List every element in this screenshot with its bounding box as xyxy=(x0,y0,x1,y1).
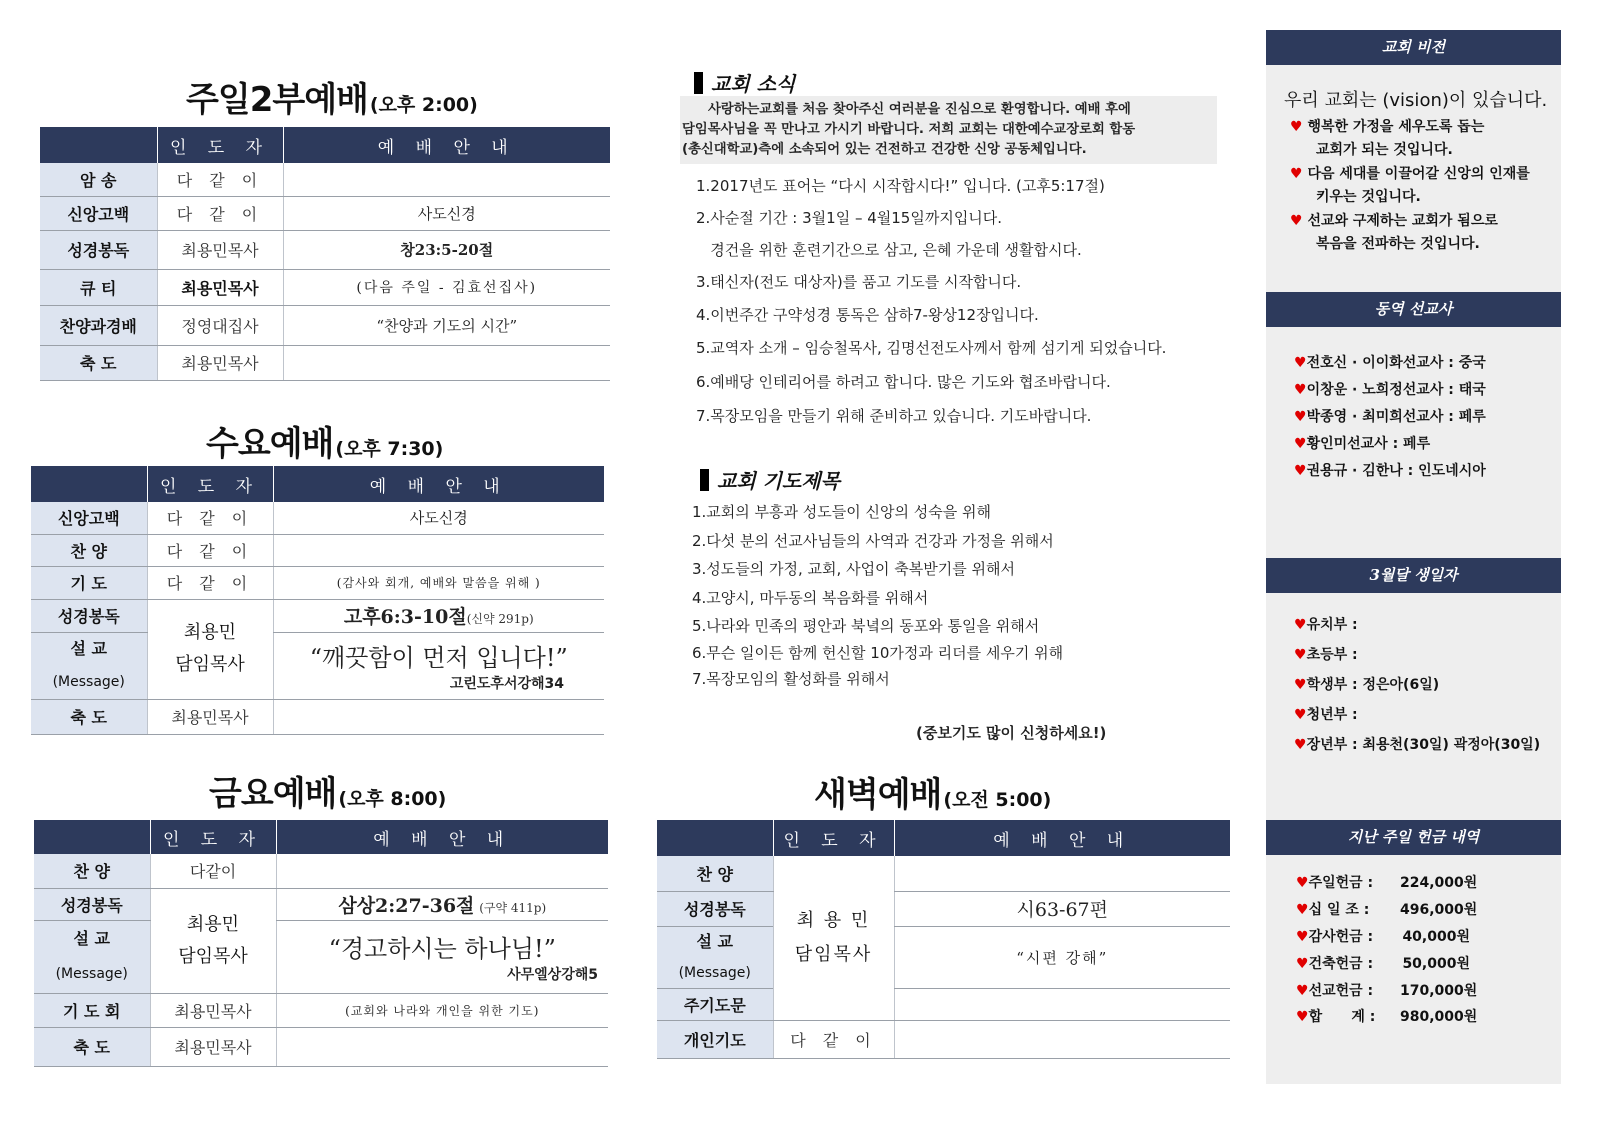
prayer-item: 2.다섯 분의 선교사님들의 사역과 건강과 가정을 위해서 xyxy=(692,532,1054,550)
heart-icon: ♥ xyxy=(1294,409,1307,425)
row-label: 신앙고백 xyxy=(31,502,147,534)
sunday-title: 주일2부예배 (오후 2:00) xyxy=(186,80,478,120)
row-label: 성경봉독 xyxy=(40,230,157,269)
birthday-item: ♥유치부 : xyxy=(1294,617,1358,633)
row-label: 설 교 (Message) xyxy=(31,632,147,699)
row-guide: 창23:5-20절 xyxy=(283,230,610,269)
news-item: 7.목장모임을 만들기 위해 준비하고 있습니다. 기도바랍니다. xyxy=(696,407,1092,425)
row-guide xyxy=(894,856,1230,891)
birthday-item: ♥청년부 : xyxy=(1294,707,1358,723)
row-label: 설 교 (Message) xyxy=(34,920,150,993)
row-label: 설 교 (Message) xyxy=(657,926,773,988)
vision-item: ♥ 행복한 가정을 세우도록 돕는 xyxy=(1290,119,1485,135)
heart-icon: ♥ xyxy=(1296,929,1309,945)
table-row xyxy=(31,632,604,699)
row-guide: (다음 주일 - 김효선집사) xyxy=(283,269,610,305)
heart-icon: ♥ xyxy=(1296,956,1309,972)
row-guide: 사도신경 xyxy=(273,502,604,534)
offering-item: ♥십 일 조 : xyxy=(1296,902,1370,918)
heart-icon: ♥ xyxy=(1294,677,1307,693)
row-label: 신앙고백 xyxy=(40,196,157,230)
table-row xyxy=(34,993,608,1027)
header-blank xyxy=(40,127,157,163)
offering-amount: 170,000원 xyxy=(1400,983,1478,999)
row-leader: 최용민목사 xyxy=(157,345,283,380)
offering-amount: 40,000원 xyxy=(1402,929,1470,945)
row-label: 성경봉독 xyxy=(34,888,150,920)
dawn-table xyxy=(657,820,1230,1059)
news-item: 1.2017년도 표어는 “다시 시작합시다!” 입니다. (고후5:17절) xyxy=(696,177,1105,195)
birthday-item: ♥초등부 : xyxy=(1294,647,1358,663)
birthday-item: ♥학생부 : 정은아(6일) xyxy=(1294,677,1440,693)
table-row xyxy=(34,1027,608,1066)
vision-item-cont: 복음을 전파하는 것입니다. xyxy=(1316,236,1480,252)
prayer-item: 3.성도들의 가정, 교회, 사업이 축복받기를 위해서 xyxy=(692,560,1015,578)
row-label: 기 도 회 xyxy=(34,993,150,1027)
table-row xyxy=(657,856,1230,891)
prayer-item: 1.교회의 부흥과 성도들이 신앙의 성숙을 위해 xyxy=(692,503,991,521)
prayer-note: (중보기도 많이 신청하세요!) xyxy=(916,724,1107,742)
merged-leader: 최용민 담임목사 xyxy=(150,888,276,993)
offering-amount: 980,000원 xyxy=(1400,1009,1478,1025)
row-guide: “깨끗함이 먼저 입니다!” 고린도후서강해34 xyxy=(273,632,604,699)
row-guide xyxy=(276,1027,608,1066)
table-row xyxy=(657,891,1230,926)
heart-icon: ♥ xyxy=(1296,1009,1309,1025)
table-row xyxy=(657,1020,1230,1058)
row-leader: 최용민목사 xyxy=(157,269,283,305)
heart-icon: ♥ xyxy=(1294,382,1307,398)
wednesday-title: 수요예배 (오후 7:30) xyxy=(206,424,444,464)
row-label: 축 도 xyxy=(40,345,157,380)
row-guide: (감사와 회개, 예배와 말씀을 위해 ) xyxy=(273,566,604,599)
heart-icon: ♥ xyxy=(1294,737,1307,753)
row-guide xyxy=(283,163,610,196)
prayer-item: 7.목장모임의 활성화를 위해서 xyxy=(692,670,890,688)
row-guide xyxy=(273,699,604,734)
row-guide xyxy=(273,534,604,566)
prayer-item: 6.무슨 일이든 함께 헌신할 10가정과 리더를 세우기 위해 xyxy=(692,644,1064,662)
heart-icon: ♥ xyxy=(1290,166,1303,182)
table-row xyxy=(31,599,604,632)
header-blank xyxy=(34,820,150,854)
heart-icon: ♥ xyxy=(1290,119,1303,135)
header-guide: 예 배 안 내 xyxy=(894,820,1230,856)
row-label: 성경봉독 xyxy=(657,891,773,926)
table-row xyxy=(40,163,610,196)
offering-item: ♥선교헌금 : xyxy=(1296,983,1374,999)
row-label: 찬 양 xyxy=(34,854,150,888)
heart-icon: ♥ xyxy=(1294,463,1307,479)
row-guide xyxy=(894,988,1230,1020)
news-heading: 교회 소식 xyxy=(694,68,795,97)
missionaries-heading: 동역 선교사 xyxy=(1266,292,1561,327)
row-guide: “시편 강해” xyxy=(894,926,1230,988)
vision-item-cont: 교회가 되는 것입니다. xyxy=(1316,142,1453,158)
table-row xyxy=(657,926,1230,988)
header-guide: 예 배 안 내 xyxy=(283,127,610,163)
news-item: 5.교역자 소개 – 임승철목사, 김명선전도사께서 함께 섬기게 되었습니다. xyxy=(696,339,1167,357)
heart-icon: ♥ xyxy=(1294,647,1307,663)
row-leader: 다 같 이 xyxy=(773,1020,894,1058)
news-item: 6.예배당 인테리어를 하려고 합니다. 많은 기도와 협조바랍니다. xyxy=(696,373,1111,391)
table-row xyxy=(40,269,610,305)
header-guide: 예 배 안 내 xyxy=(273,466,604,502)
missionary-item: ♥박종영 · 최미희선교사 : 페루 xyxy=(1294,409,1486,425)
friday-title: 금요예배 (오후 8:00) xyxy=(209,774,447,814)
table-row xyxy=(40,230,610,269)
table-row xyxy=(40,196,610,230)
row-leader: 최용민목사 xyxy=(157,230,283,269)
table-row xyxy=(40,345,610,380)
heart-icon: ♥ xyxy=(1296,902,1309,918)
row-label: 주기도문 xyxy=(657,988,773,1020)
prayer-item: 4.고양시, 마두동의 복음화를 위해서 xyxy=(692,589,929,607)
row-label: 성경봉독 xyxy=(31,599,147,632)
vision-item-cont: 키우는 것입니다. xyxy=(1316,189,1421,205)
offering-item: ♥감사헌금 : xyxy=(1296,929,1374,945)
vision-intro: 우리 교회는 (vision)이 있습니다. xyxy=(1284,90,1548,111)
heart-icon: ♥ xyxy=(1294,436,1307,452)
row-label: 축 도 xyxy=(31,699,147,734)
row-leader: 최용민목사 xyxy=(150,993,276,1027)
header-leader: 인 도 자 xyxy=(147,466,273,502)
header-blank xyxy=(31,466,147,502)
table-row xyxy=(31,566,604,599)
row-label: 찬 양 xyxy=(31,534,147,566)
row-guide: “찬양과 기도의 시간” xyxy=(283,305,610,345)
news-item: 2.사순절 기간 : 3월1일 – 4월15일까지입니다. xyxy=(696,209,1003,227)
missionary-item: ♥전호신 · 이이화선교사 : 중국 xyxy=(1294,355,1486,371)
header-blank xyxy=(657,820,773,856)
row-label: 개인기도 xyxy=(657,1020,773,1058)
vision-item: ♥ 선교와 구제하는 교회가 됨으로 xyxy=(1290,213,1498,229)
news-item: 4.이번주간 구약성경 통독은 삼하7-왕상12장입니다. xyxy=(696,306,1039,324)
welcome-box: 사랑하는교회를 처음 찾아주신 여러분을 진심으로 환영합니다. 예배 후에 담임목사님을 꼭 만나고 가시기 바랍니다. 저희 교회는 대한예수교장로회 합동 (총신대학교)측에 소속되어 있는 건전하고 건강한 신앙 공동체입니다. xyxy=(680,96,1217,164)
row-guide xyxy=(283,345,610,380)
heart-icon: ♥ xyxy=(1296,983,1309,999)
prayer-heading: 교회 기도제목 xyxy=(700,465,840,494)
offering-item: ♥건축헌금 : xyxy=(1296,956,1374,972)
row-guide: “경고하시는 하나님!” 사무엘상강해5 xyxy=(276,920,608,993)
table-row xyxy=(31,502,604,534)
row-guide: 고후6:3-10절(신약 291p) xyxy=(273,599,604,632)
row-guide: 시63-67편 xyxy=(894,891,1230,926)
merged-leader: 최 용 민 담임목사 xyxy=(773,856,894,1020)
offering-item: ♥합 계 : xyxy=(1296,1009,1376,1025)
row-leader: 최용민목사 xyxy=(150,1027,276,1066)
row-label: 기 도 xyxy=(31,566,147,599)
header-leader: 인 도 자 xyxy=(773,820,894,856)
table-row xyxy=(40,305,610,345)
birthdays-heading: 3월달 생일자 xyxy=(1266,558,1561,593)
vision-heading: 교회 비전 xyxy=(1266,30,1561,65)
header-leader: 인 도 자 xyxy=(157,127,283,163)
table-row xyxy=(31,534,604,566)
dawn-title: 새벽예배 (오전 5:00) xyxy=(814,775,1052,815)
heart-icon: ♥ xyxy=(1294,355,1307,371)
row-guide: (교회와 나라와 개인을 위한 기도) xyxy=(276,993,608,1027)
row-label: 축 도 xyxy=(34,1027,150,1066)
news-item: 경건을 위한 훈련기간으로 삼고, 은혜 가운데 생활합시다. xyxy=(696,241,1082,259)
header-guide: 예 배 안 내 xyxy=(276,820,608,854)
offering-amount: 496,000원 xyxy=(1400,902,1478,918)
birthday-item: ♥장년부 : 최용천(30일) 곽정아(30일) xyxy=(1294,737,1541,753)
row-guide xyxy=(276,854,608,888)
prayer-item: 5.나라와 민족의 평안과 북녘의 동포와 통일을 위해서 xyxy=(692,617,1040,635)
row-leader: 최용민목사 xyxy=(147,699,273,734)
row-guide xyxy=(894,1020,1230,1058)
vision-item: ♥ 다음 세대를 이끌어갈 신앙의 인재를 xyxy=(1290,166,1530,182)
missionary-item: ♥황인미선교사 : 페루 xyxy=(1294,436,1431,452)
friday-table xyxy=(34,820,608,1067)
table-row xyxy=(657,988,1230,1020)
offering-amount: 224,000원 xyxy=(1400,875,1478,891)
merged-leader: 최용민 담임목사 xyxy=(147,599,273,699)
missionary-item: ♥이창운 · 노희정선교사 : 태국 xyxy=(1294,382,1486,398)
missionary-item: ♥권용규 · 김한나 : 인도네시아 xyxy=(1294,463,1486,479)
heart-icon: ♥ xyxy=(1296,875,1309,891)
wednesday-table xyxy=(31,466,604,735)
table-row xyxy=(31,699,604,734)
offering-amount: 50,000원 xyxy=(1402,956,1470,972)
table-row xyxy=(34,920,608,993)
row-leader: 다같이 xyxy=(150,854,276,888)
heart-icon: ♥ xyxy=(1294,617,1307,633)
row-leader: 정영대집사 xyxy=(157,305,283,345)
row-leader: 다 같 이 xyxy=(147,534,273,566)
news-item: 3.태신자(전도 대상자)를 품고 기도를 시작합니다. xyxy=(696,273,1022,291)
heading-bar-icon xyxy=(700,469,709,491)
row-leader: 다 같 이 xyxy=(147,502,273,534)
header-leader: 인 도 자 xyxy=(150,820,276,854)
heart-icon: ♥ xyxy=(1294,707,1307,723)
row-leader: 다 같 이 xyxy=(147,566,273,599)
heading-bar-icon xyxy=(694,72,703,94)
row-leader: 다 같 이 xyxy=(157,163,283,196)
row-leader: 다 같 이 xyxy=(157,196,283,230)
table-row xyxy=(34,888,608,920)
row-label: 찬양과경배 xyxy=(40,305,157,345)
row-label: 찬 양 xyxy=(657,856,773,891)
row-guide: 사도신경 xyxy=(283,196,610,230)
offering-heading: 지난 주일 헌금 내역 xyxy=(1266,820,1561,855)
row-guide: 삼상2:27-36절 (구약 411p) xyxy=(276,888,608,920)
row-label: 암 송 xyxy=(40,163,157,196)
row-label: 큐 티 xyxy=(40,269,157,305)
sunday-table xyxy=(40,127,610,381)
table-row xyxy=(34,854,608,888)
heart-icon: ♥ xyxy=(1290,213,1303,229)
offering-item: ♥주일헌금 : xyxy=(1296,875,1374,891)
